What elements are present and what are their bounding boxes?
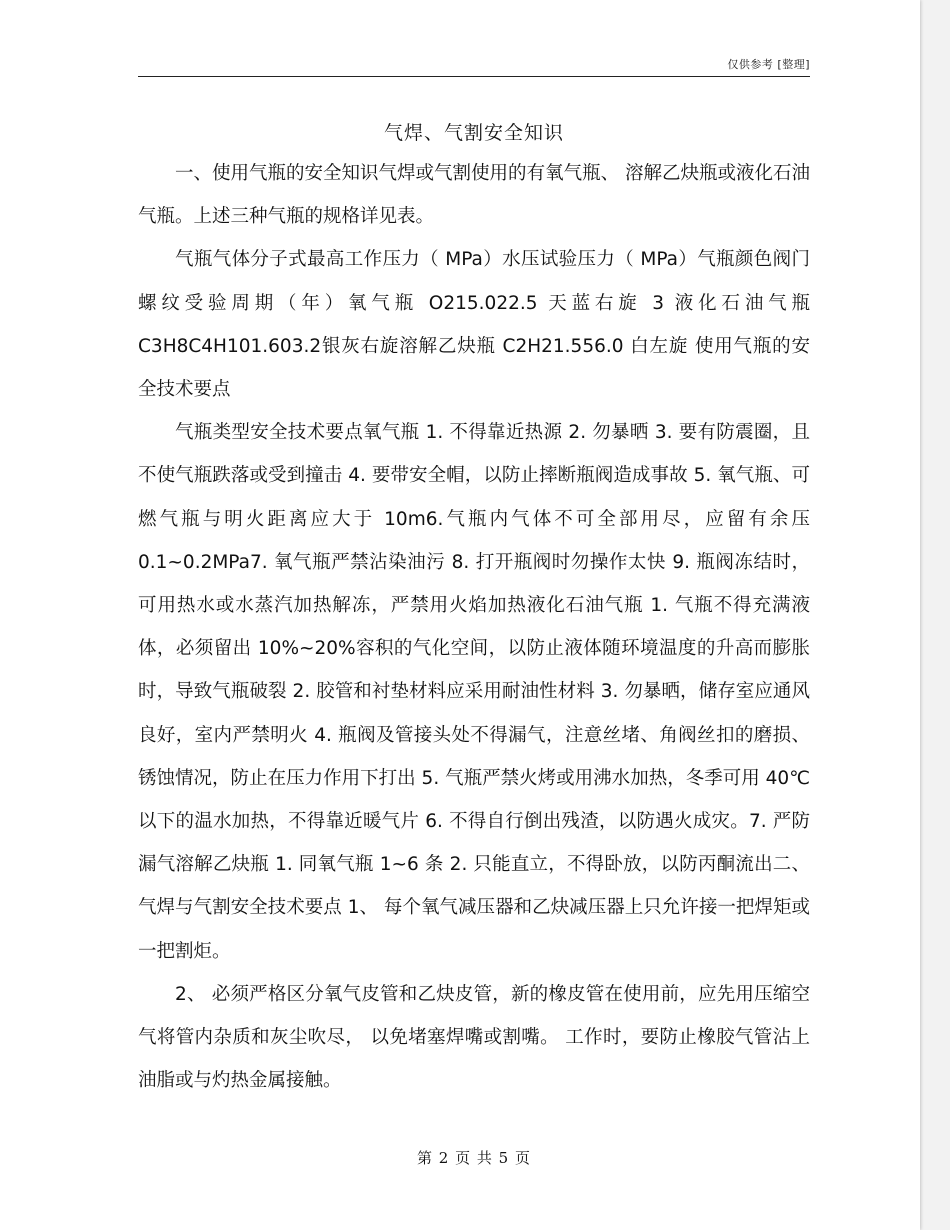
document-title: 气焊、气割安全知识: [383, 122, 564, 144]
document-body: [138, 152, 810, 1102]
page-number-footer: 第 2 页 共 5 页: [417, 1149, 531, 1167]
paragraph-3: 气瓶类型安全技术要点氧气瓶 1. 不得靠近热源 2. 勿暴晒 3. 要有防震圈，且不使气瓶跌落或受到撞击 4. 要带安全帽，以防止摔断瓶阀造成事故 5. 氧气瓶、可燃气瓶与明火距离应大于 10m6.气瓶内气体不可全部用尽，应留有余压 0.1~0.2MPa7. 氧气瓶严禁沾染油污 8. 打开瓶阀时勿操作太快 9. 瓶阀冻结时，可用热水或水蒸汽加热解冻，严禁用火焰加热液化石油气瓶 1. 气瓶不得充满液体，必须留出 10%~20%容积的气化空间，以防止液体随环境温度的升高而膨胀时，导致气瓶破裂 2. 胶管和衬垫材料应采用耐油性材料 3. 勿暴晒，储存室应通风良好，室内严禁明火 4. 瓶阀及管接头处不得漏气，注意丝堵、角阀丝扣的磨损、锈蚀情况，防止在压力作用下打出 5. 气瓶严禁火烤或用沸水加热，冬季可用 40℃以下的温水加热，不得靠近暖气片 6. 不得自行倒出残渣，以防遇火成灾。7. 严防漏气溶解乙炔瓶 1. 同氧气瓶 1~6 条 2. 只能直立，不得卧放，以防丙酮流出二、 气焊与气割安全技术要点 1、 每个氧气减压器和乙炔减压器上只允许接一把焊矩或一把割炬。: [138, 422, 810, 962]
paragraph-2: 气瓶气体分子式最高工作压力（ MPa）水压试验压力（ MPa）气瓶颜色阀门螺纹受验周期（年）氧气瓶 O215.022.5 天蓝右旋 3 液化石油气瓶 C3H8C4H101.603.2银灰右旋溶解乙炔瓶 C2H21.556.0 白左旋 使用气瓶的安全技术要点: [138, 249, 810, 401]
paragraph-1: 一、使用气瓶的安全知识气焊或气割使用的有氧气瓶、 溶解乙炔瓶或液化石油气瓶。上述三种气瓶的规格详见表。: [138, 163, 810, 228]
header-divider: [138, 76, 810, 77]
paragraph-4: 2、 必须严格区分氧气皮管和乙炔皮管，新的橡皮管在使用前，应先用压缩空气将管内杂质和灰尘吹尽， 以免堵塞焊嘴或割嘴。 工作时，要防止橡胶气管沾上油脂或与灼热金属接触。: [138, 983, 810, 1092]
header-note: 仅供参考 [整理]: [727, 58, 810, 71]
